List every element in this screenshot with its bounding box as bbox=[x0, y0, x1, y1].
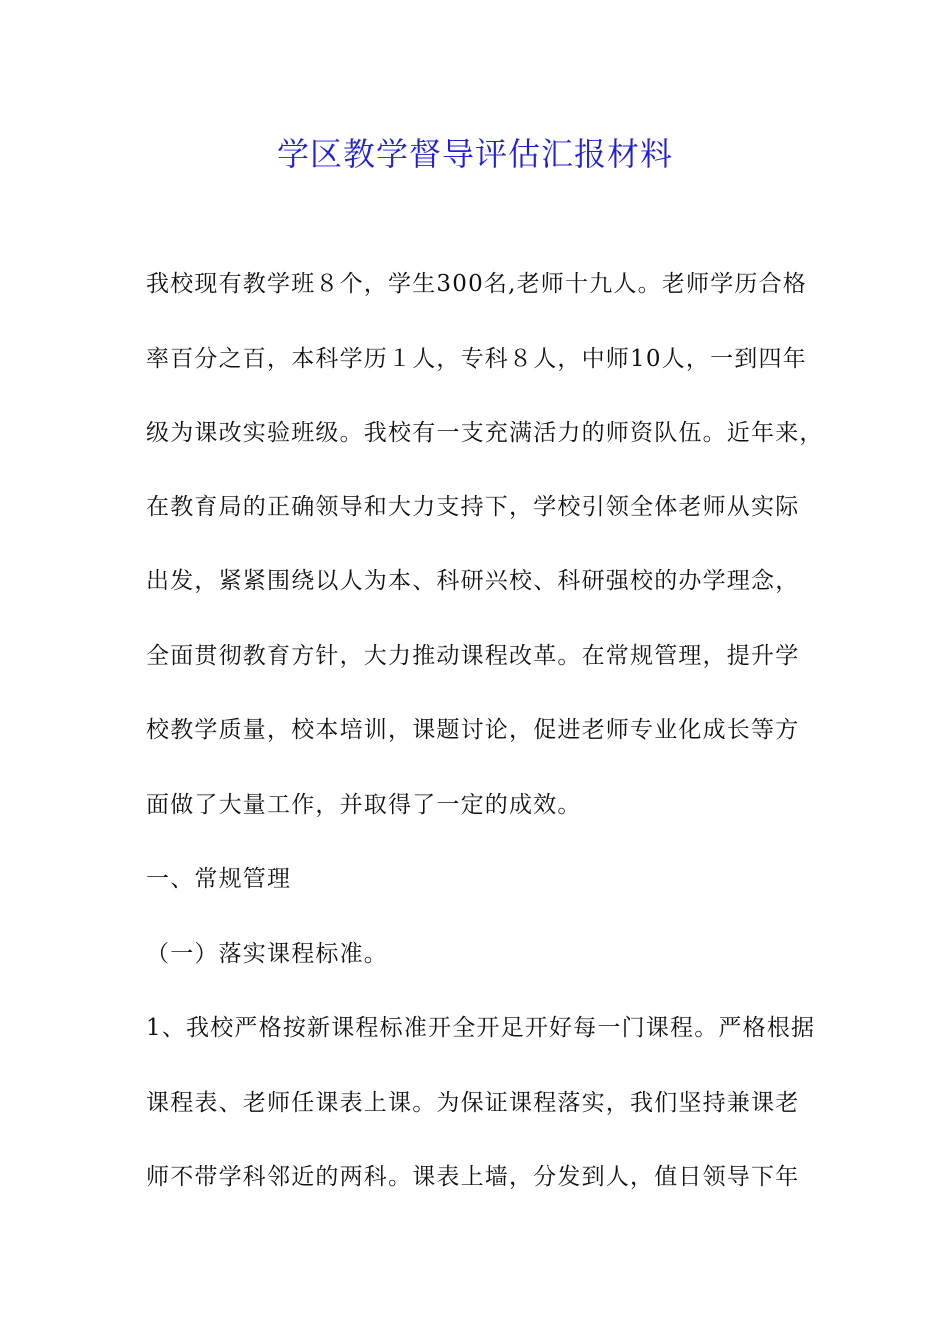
paragraph-line-1: 我校现有教学班８个，学生300名,老师十九人。老师学历合格 bbox=[146, 271, 808, 297]
subsection-heading-1: （一）落实课程标准。 bbox=[146, 941, 388, 967]
paragraph-line-10: 课程表、老师任课表上课。为保证课程落实，我们坚持兼课老 bbox=[146, 1090, 800, 1116]
section-heading-1: 一、常规管理 bbox=[146, 866, 292, 892]
paragraph-line-9: 1、我校严格按新课程标准开全开足开好每一门课程。严格根据 bbox=[146, 1015, 816, 1041]
document-title: 学区教学督导评估汇报材料 bbox=[276, 135, 673, 173]
paragraph-line-3: 级为课改实验班级。我校有一支充满活力的师资队伍。近年来， bbox=[146, 420, 824, 446]
paragraph-line-2: 率百分之百，本科学历１人，专科８人，中师10人，一到四年 bbox=[146, 346, 807, 372]
paragraph-line-7: 校教学质量，校本培训，课题讨论，促进老师专业化成长等方 bbox=[146, 717, 800, 743]
paragraph-line-8: 面做了大量工作，并取得了一定的成效。 bbox=[146, 792, 582, 818]
paragraph-line-6: 全面贯彻教育方针，大力推动课程改革。在常规管理，提升学 bbox=[146, 643, 800, 669]
paragraph-line-4: 在教育局的正确领导和大力支持下，学校引领全体老师从实际 bbox=[146, 494, 800, 520]
paragraph-line-11: 师不带学科邻近的两科。课表上墙，分发到人，值日领导下年 bbox=[146, 1164, 800, 1190]
paragraph-line-5: 出发，紧紧围绕以人为本、科研兴校、科研强校的办学理念， bbox=[146, 568, 800, 594]
